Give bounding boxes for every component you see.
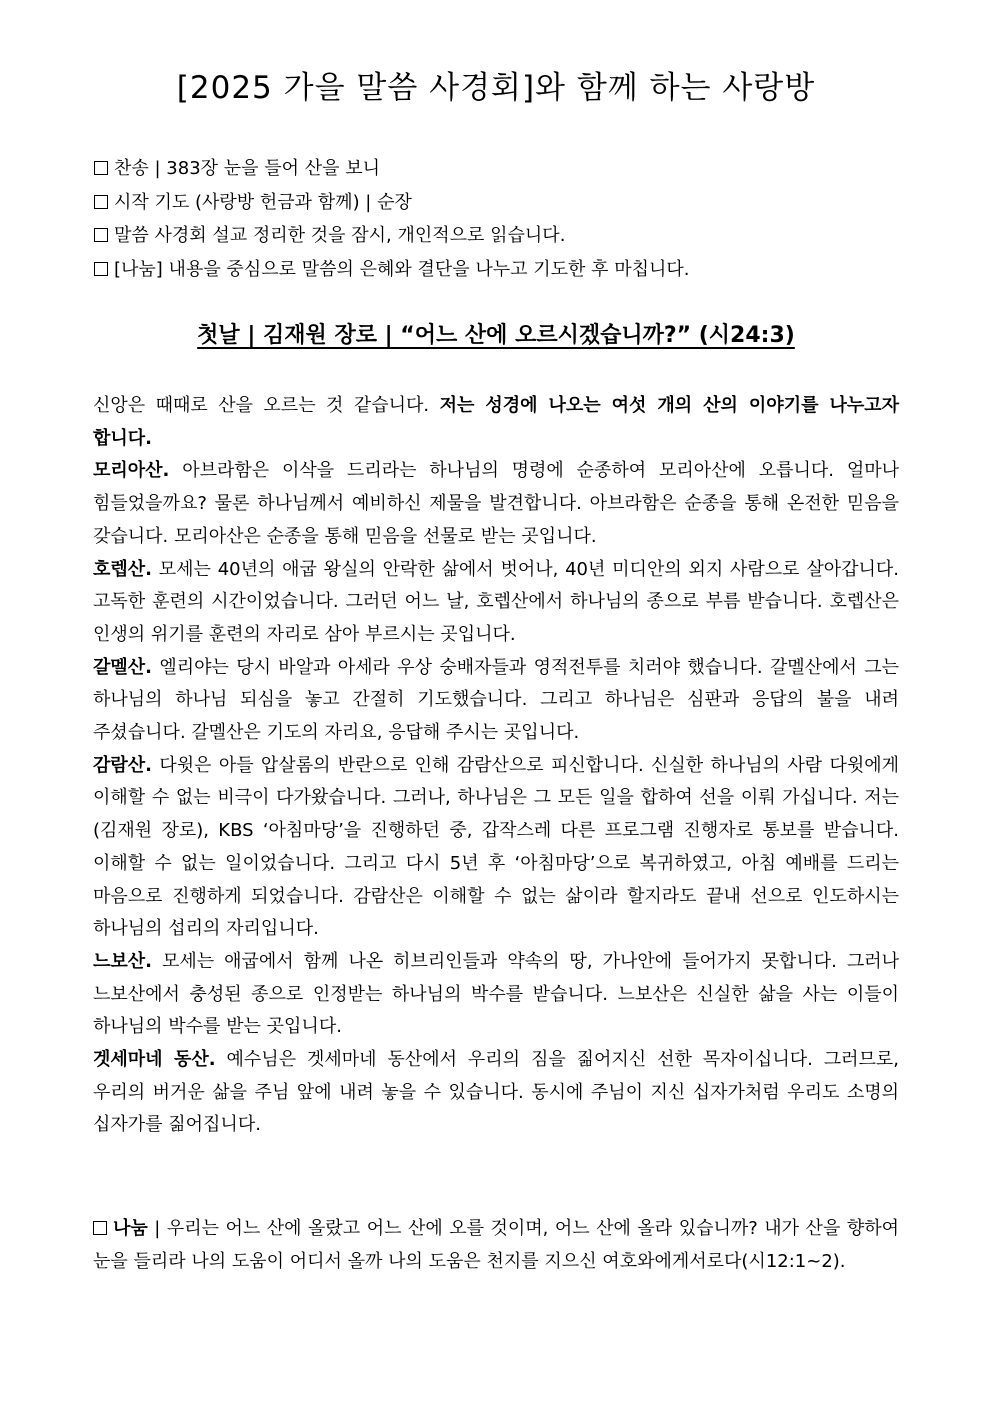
mountain-text: 모세는 애굽에서 함께 나온 히브리인들과 약속의 땅, 가나안에 들어가지 못합니다. 그러나 느보산에서 충성된 종으로 인정받는 하나님의 박수를 받습니다. 느보산은 신실한 삶을 사는 이들이 하나님의 박수를 받는 곳입니다. <box>93 950 899 1038</box>
mountain-name: 느보산. <box>93 950 153 972</box>
document-title: [2025 가을 말씀 사경회]와 함께 하는 사랑방 <box>176 70 816 106</box>
checklist-item <box>94 219 904 253</box>
checklist-item-text: [나눔] 내용을 중심으로 말씀의 은혜와 결단을 나누고 기도한 후 마칩니다. <box>114 258 690 280</box>
mountain-text: 엘리야는 당시 바알과 아세라 우상 숭배자들과 영적전투를 치러야 했습니다. 갈멜산에서 그는 하나님의 하나님 되심을 놓고 간절히 기도했습니다. 그리고 하나님은 심판과 응답의 불을 내려 주셨습니다. 갈멜산은 기도의 자리요, 응답해 주시는 곳입니다. <box>93 656 899 744</box>
sharing-paragraph <box>93 1213 899 1278</box>
sermon-heading-text: 첫날 | 김재원 장로 | “어느 산에 오르시겠습니까?” (시24:3) <box>197 323 795 348</box>
mountain-name: 호렙산. <box>93 558 153 580</box>
sermon-heading <box>0 318 992 349</box>
mountain-paragraph <box>93 455 899 553</box>
checkbox-icon[interactable] <box>94 161 108 175</box>
mountain-text: 모세는 40년의 애굽 왕실의 안락한 삶에서 벗어나, 40년 미디안의 외지 사람으로 살아갑니다. 고독한 훈련의 시간이었습니다. 그러던 어느 날, 호렙산에서 하나님의 종으로 부름 받습니다. 호렙산은 인생의 위기를 훈련의 자리로 삼아 부르시는 곳입니다. <box>93 558 899 645</box>
checkbox-icon[interactable] <box>94 228 108 242</box>
checklist-item <box>94 152 904 186</box>
sharing-label: 나눔 <box>113 1218 148 1239</box>
checklist-item-text: 찬송 | 383장 눈을 들어 산을 보니 <box>114 158 381 179</box>
mountain-paragraph <box>93 946 899 1044</box>
mountain-text: 아브라함은 이삭을 드리라는 하나님의 명령에 순종하여 모리아산에 오릅니다. 얼마나 힘들었을까요? 물론 하나님께서 예비하신 제물을 발견합니다. 아브라함은 순종을 통해 온전한 믿음을 갖습니다. 모리아산은 순종을 통해 믿음을 선물로 받는 곳입니다. <box>93 460 899 547</box>
sharing-section <box>93 1213 899 1278</box>
mountain-paragraph <box>93 1044 899 1142</box>
mountain-text: 예수님은 겟세마네 동산에서 우리의 짐을 짊어지신 선한 목자이십니다. 그러므로, 우리의 버거운 삶을 주님 앞에 내려 놓을 수 있습니다. 동시에 주님이 지신 십자가처럼 우리도 소명의 십자가를 짊어집니다. <box>93 1049 899 1136</box>
sharing-text: | 우리는 어느 산에 올랐고 어느 산에 오를 것이며, 어느 산에 올라 있습니까? 내가 산을 향하여 눈을 들리라 나의 도움이 어디서 올까 나의 도움은 천지를 지으신 여호와에게서로다(시12:1~2). <box>93 1218 899 1272</box>
mountain-name: 갈멜산. <box>93 656 153 678</box>
checklist-item <box>94 186 904 220</box>
mountain-paragraph <box>93 750 899 946</box>
mountain-text: 다윗은 아들 압살롬의 반란으로 인해 감람산으로 피신합니다. 신실한 하나님의 사람 다윗에게 이해할 수 없는 비극이 다가왔습니다. 그러나, 하나님은 그 모든 일을 합하여 선을 이뤄 가십니다. 저는(김재원 장로), KBS ‘아침마당’을 진행하던 중, 갑작스레 다른 프로그램 진행자로 통보를 받습니다. 이해할 수 없는 일이었습니다. 그리고 다시 5년 후 ‘아침마당’으로 복귀하였고, 아침 예배를 드리는 마음으로 진행하게 되었습니다. 감람산은 이해할 수 없는 삶이라 할지라도 끝내 선으로 인도하시는 하나님의 섭리의 자리입니다. <box>93 754 899 940</box>
checklist-item <box>94 253 904 287</box>
intro-emphasis: 저는 성경에 나오는 여섯 개의 산의 이야기를 나누고자 합니다. <box>93 395 900 449</box>
checkbox-icon[interactable] <box>94 262 108 276</box>
checklist-item-text: 말씀 사경회 설교 정리한 것을 잠시, 개인적으로 읽습니다. <box>114 225 566 246</box>
intro-paragraph <box>93 390 899 455</box>
checkbox-icon[interactable] <box>94 195 108 209</box>
intro-text: 신앙은 때때로 산을 오르는 것 같습니다. <box>93 395 440 416</box>
mountain-paragraph <box>93 554 899 652</box>
mountain-name: 모리아산. <box>93 460 170 482</box>
checklist-item-text: 시작 기도 (사랑방 헌금과 함께) | 순장 <box>114 191 412 213</box>
checkbox-icon[interactable] <box>93 1221 107 1235</box>
sermon-summary <box>93 390 899 1142</box>
mountain-name: 감람산. <box>93 754 153 776</box>
mountain-paragraph <box>93 652 899 750</box>
mountain-name: 겟세마네 동산. <box>93 1049 216 1071</box>
order-of-service-checklist <box>94 152 904 286</box>
